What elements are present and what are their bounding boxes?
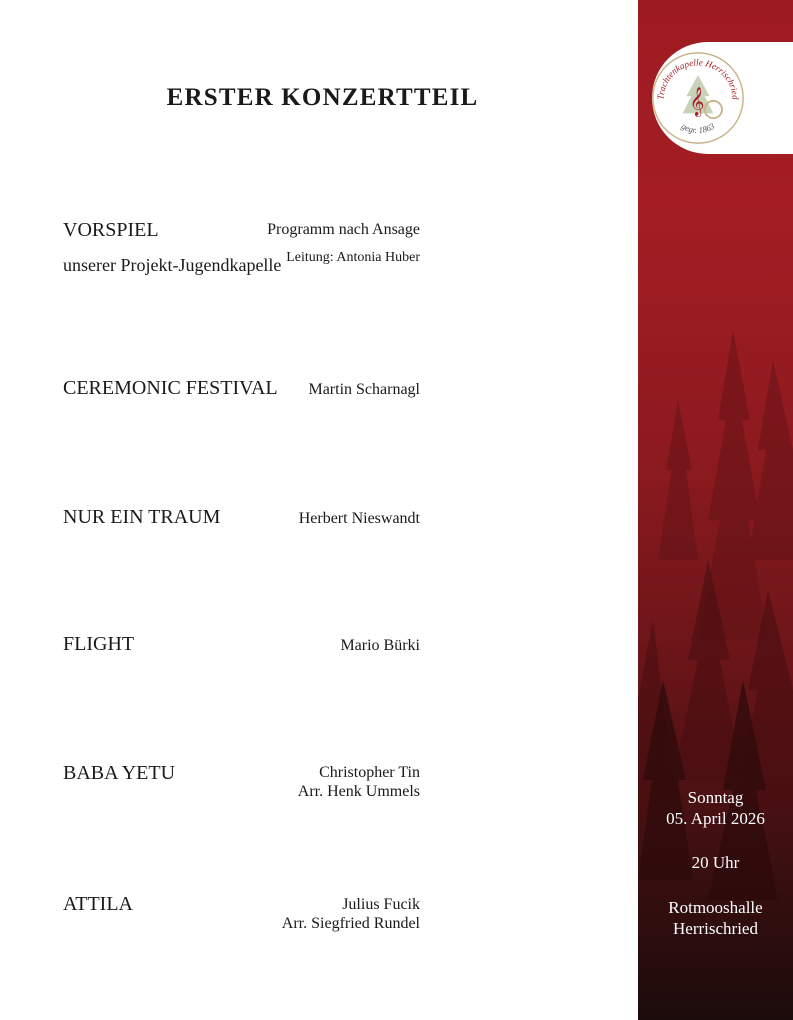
- program-item-title: FLIGHT: [63, 633, 135, 655]
- composer-name: Christopher Tin: [319, 764, 420, 781]
- program-item-composer: [267, 220, 420, 267]
- page-title: ERSTER KONZERTTEIL: [166, 84, 479, 111]
- program-item-title: NUR EIN TRAUM: [63, 506, 221, 528]
- program-item-composer: [298, 763, 420, 801]
- concert-time: 20 Uhr: [691, 853, 740, 872]
- program-item-title: ATTILA: [63, 893, 133, 915]
- program-item-composer: Herbert Nieswandt: [298, 510, 420, 527]
- arranger-name: Arr. Henk Ummels: [297, 783, 420, 800]
- venue-town: Herrischried: [673, 919, 758, 938]
- svg-text:Trachtenkapelle Herrischried: Trachtenkapelle Herrischried: [655, 57, 741, 100]
- composer-name: Programm nach Ansage: [267, 221, 420, 238]
- program-item-title: CEREMONIC FESTIVAL: [63, 377, 278, 399]
- svg-text:𝄞: 𝄞: [689, 86, 705, 116]
- composer-name: Julius Fucik: [342, 896, 420, 913]
- concert-date: 05. April 2026: [666, 809, 765, 828]
- band-logo: [650, 50, 746, 146]
- program-item-title: BABA YETU: [63, 762, 176, 784]
- program-item-title: VORSPIEL: [63, 219, 159, 241]
- venue-name: Rotmooshalle: [668, 898, 763, 917]
- program-item-composer: Mario Bürki: [340, 637, 420, 654]
- concert-day: Sonntag: [687, 788, 744, 807]
- program-item-composer: [282, 895, 420, 933]
- program-item-subtitle: unserer Projekt-Jugendkapelle: [63, 255, 282, 275]
- conductor-note: Leitung: Antonia Huber: [286, 250, 420, 265]
- svg-text:gegr. 1863: gegr. 1863: [679, 120, 717, 136]
- arranger-name: Arr. Siegfried Rundel: [281, 915, 420, 932]
- program-item-composer: Martin Scharnagl: [308, 381, 420, 398]
